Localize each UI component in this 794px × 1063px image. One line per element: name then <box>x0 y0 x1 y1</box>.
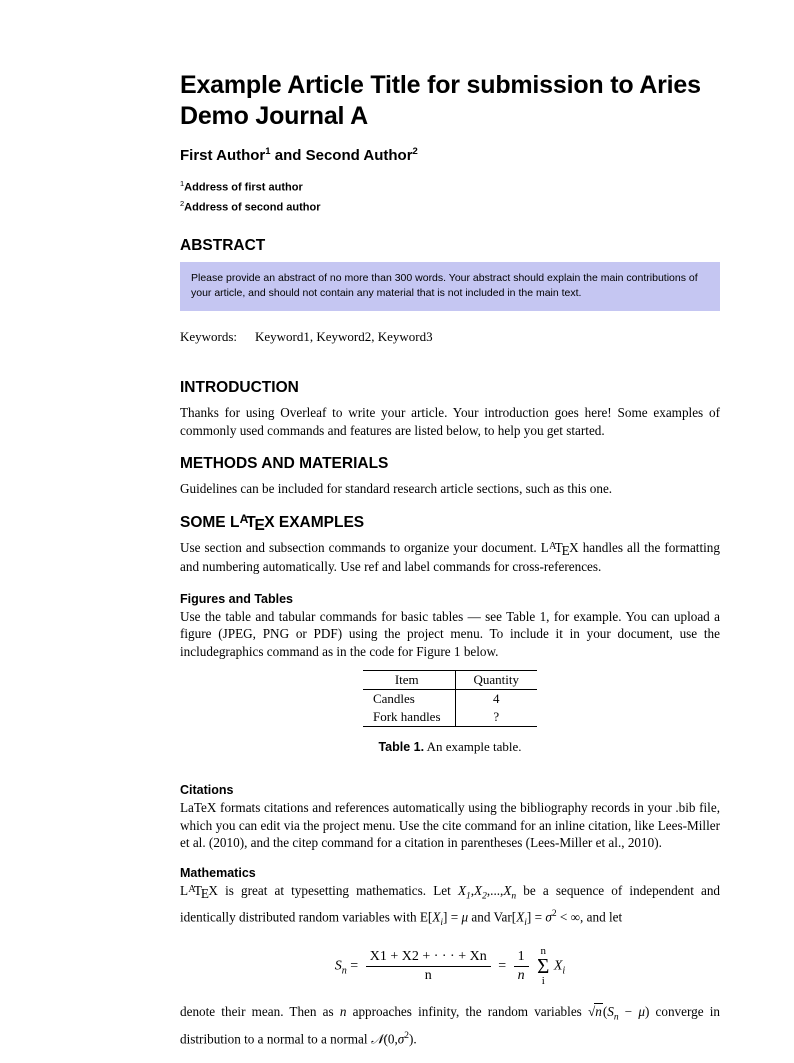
table-header-row <box>363 671 537 690</box>
math-text-end-1: denote their mean. Then as <box>180 1004 334 1020</box>
affiliation-list <box>180 176 720 215</box>
section-heading-introduction: INTRODUCTION <box>180 379 299 397</box>
latex-logo-inline: $L^ATEX$ <box>540 539 579 558</box>
example-table-wrapper <box>180 670 720 727</box>
author-name-2: Second Author <box>305 147 413 164</box>
table-row <box>363 690 537 709</box>
math-text-end-2: approaches infinity, the random variables <box>352 1004 582 1020</box>
latex-intro-paragraph: Use section and subsection commands to organize your document. $L^ATEX$ handles all the formatting and numbering automatically. Use ref and label commands for cross-references. <box>180 539 720 575</box>
affiliation-2 <box>180 196 720 216</box>
sum-lower-limit: i <box>541 975 545 988</box>
latex-heading-suffix: EXAMPLES <box>274 513 365 531</box>
fraction-denominator: n <box>424 968 432 984</box>
abstract-text: Please provide an abstract of no more than 300 words. Your abstract should explain the main contributions of your article, and should not contain any material that is not included in the main text. <box>191 272 698 300</box>
fraction-numerator: X1 + X2 + · · · + Xn <box>366 949 491 967</box>
fraction-sum-over-n <box>366 949 491 984</box>
document-content <box>180 70 720 1063</box>
author-marker-1: 1 <box>265 146 271 157</box>
table-caption-label: Table 1. <box>378 740 425 755</box>
table-header-quantity: Quantity <box>455 671 537 690</box>
table-row <box>363 708 537 727</box>
equation-sample-mean: $S_n$ = $\frac{X1 + X2 + \cdot \cdot \cdot + Xn}{n}$ = $\frac{1}{n}$ n Σ i $X_i$ <box>334 945 566 988</box>
section-paragraph-methods: Guidelines can be included for standard research article sections, such as this one. <box>180 481 613 497</box>
author-name-1: First Author <box>180 147 266 164</box>
latex-logo: $L^ATEX$ <box>229 511 275 535</box>
fraction-one-over-n <box>514 949 529 984</box>
keywords-label: Keywords: <box>180 329 238 345</box>
affiliation-text-2: Address of second author <box>184 201 321 214</box>
keywords-line <box>180 329 720 345</box>
keywords-value: Keyword1, Keyword2, Keyword3 <box>255 329 433 345</box>
math-text-before: is great at typesetting mathematics. Let <box>225 882 451 898</box>
subsection-paragraph-citations: LaTeX formats citations and references automatically using the bibliography records in your .bib file, which you can edit via the project menu. Use the cite command for an inline citation, like Lees-Miller et al. (2010), and the citep command for a citation in parentheses (Lees-Miller et al., 2010). <box>180 800 720 851</box>
authors-separator: and <box>270 147 306 164</box>
table-caption-text: An example table. <box>426 739 522 755</box>
sum-upper-limit: n <box>540 945 546 958</box>
subsection-paragraph-mathematics: $L^ATEX$ is great at typesetting mathematics. Let $X_1,X_2,...,X_n$ be a sequence of independent and identically distributed random variables with $E[X_i] = \mu$ and $Var[X_i] = \sigma^2$ < ∞, and let <box>180 882 721 928</box>
subsection-heading-mathematics: Mathematics <box>180 865 256 880</box>
page-title: Example Article Title for submission to Aries Demo Journal A <box>180 71 701 130</box>
table-cell-quantity: ? <box>455 708 537 727</box>
math-closing-paragraph: denote their mean. Then as n approaches infinity, the random variables $√n(S_n - \mu)$ converge in distribution to a normal to a normal $𝒩(0,\sigma^2)$. <box>180 1004 721 1046</box>
subsection-paragraph-figures-tables: Use the table and tabular commands for basic tables — see Table 1, for example. You can upload a figure (JPEG, PNG or PDF) using the project menu. To include it in your document, use the includegraphics command as in the code for Figure 1 below. <box>180 608 720 659</box>
affiliation-marker-1: 1 <box>180 179 185 188</box>
table-cell-item: Candles <box>372 691 415 707</box>
affiliation-1 <box>180 176 720 196</box>
table-cell-item: Fork handles <box>363 708 455 727</box>
author-list <box>180 146 720 164</box>
fraction-denominator-n: n <box>517 968 525 984</box>
section-paragraph-introduction: Thanks for using Overleaf to write your article. Your introduction goes here! Some examples of commonly used commands and features are listed below, to help you get started. <box>180 405 720 438</box>
summation-symbol <box>537 946 549 987</box>
math-text-after: and let <box>586 909 623 925</box>
math-text-end-3: converge in distribution to a normal <box>180 1004 721 1046</box>
abstract-heading: ABSTRACT <box>180 237 266 255</box>
abstract-box <box>180 262 720 311</box>
latex-logo-math: $L^ATEX$ <box>180 882 218 901</box>
section-heading-latex-examples <box>180 511 720 535</box>
example-table <box>363 670 537 727</box>
latex-heading-prefix: SOME <box>180 513 230 531</box>
author-marker-2: 2 <box>412 146 418 157</box>
section-heading-methods: METHODS AND MATERIALS <box>180 455 389 473</box>
subsection-heading-figures-tables: Figures and Tables <box>180 591 293 606</box>
table-cell-quantity: 4 <box>455 690 537 709</box>
table-caption <box>180 739 720 755</box>
affiliation-text-1: Address of first author <box>184 181 303 194</box>
subsection-heading-citations: Citations <box>180 783 234 798</box>
fraction-numerator-one: 1 <box>514 949 529 967</box>
table-header-item: Item <box>363 671 455 690</box>
affiliation-marker-2: 2 <box>180 198 185 208</box>
sigma-glyph: Σ <box>537 954 550 979</box>
